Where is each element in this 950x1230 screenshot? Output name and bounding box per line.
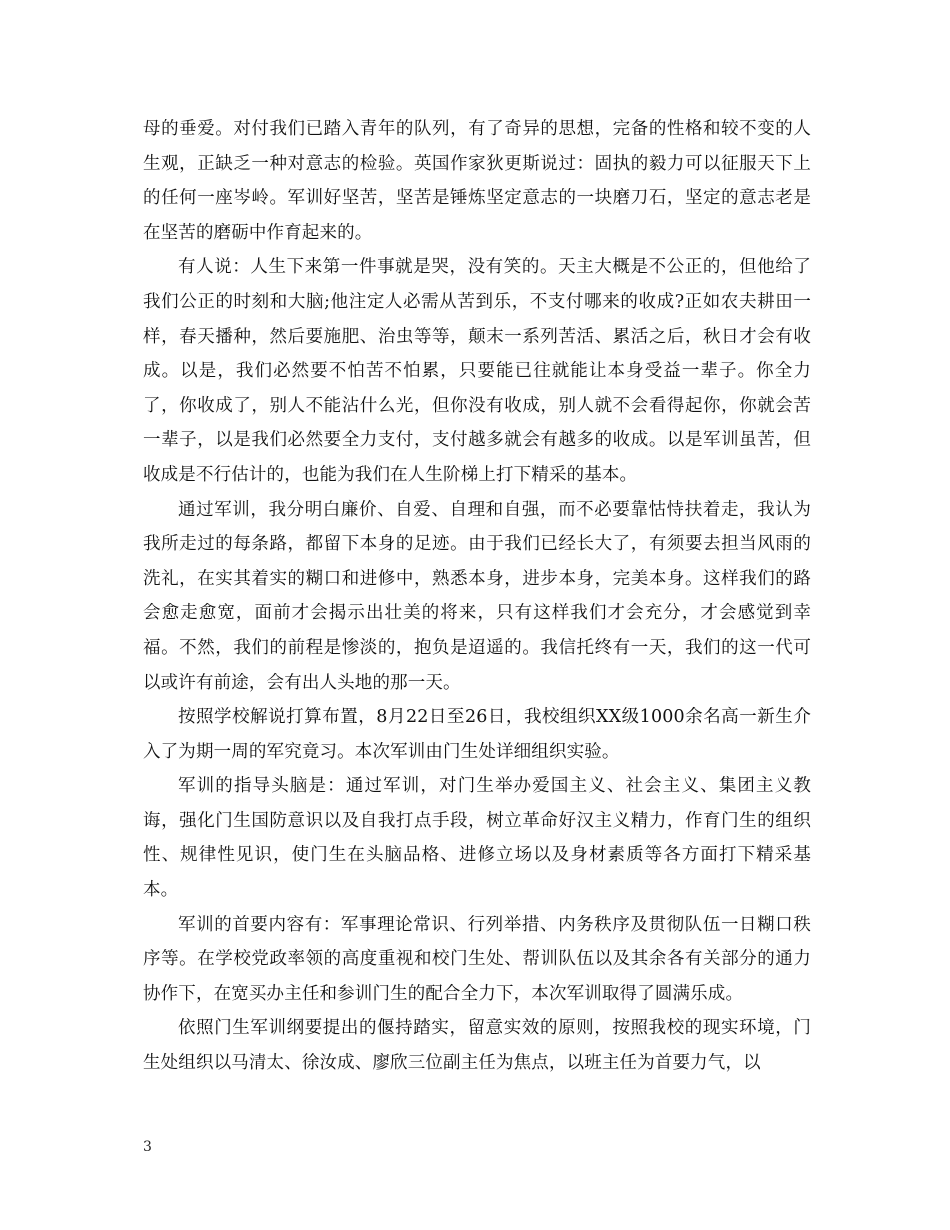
paragraph-5: 军训的指导头脑是：通过军训，对门生举办爱国主义、社会主义、集团主义教诲，强化门生国防意识以及自我打点手段，树立革命好汉主义精力，作育门生的组织性、规律性见识，使门生在头脑品格、进修立场以及身材素质等各方面打下精采基本。	[143, 776, 811, 901]
paragraph-6: 军训的首要内容有：军事理论常识、行列举措、内务秩序及贯彻队伍一日糊口秩序等。在学校党政率领的高度重视和校门生处、帮训队伍以及其余各有关部分的通力协作下，在宽买办主任和参训门生的配合全力下，本次军训取得了圆满乐成。	[143, 914, 811, 1004]
paragraph-4: 按照学校解说打算布置，8月22日至26日，我校组织XX级1000余名高一新生介入了为期一周的军究竟习。本次军训由门生处详细组织实验。	[143, 707, 811, 762]
paragraph-1: 母的垂爱。对付我们已踏入青年的队列，有了奇异的思想，完备的性格和较不变的人生观，正缺乏一种对意志的检验。英国作家狄更斯说过：固执的毅力可以征服天下上的任何一座岑岭。军训好坚苦，坚苦是锤炼坚定意志的一块磨刀石，坚定的意志老是在坚苦的磨砺中作育起来的。	[143, 119, 811, 243]
paragraph-7: 依照门生军训纲要提出的偃持踏实，留意实效的原则，按照我校的现实环境，门生处组织以马清太、徐汝成、廖欣三位副主任为焦点，以班主任为首要力气，以	[143, 1018, 811, 1074]
document-body	[143, 112, 811, 1081]
page-number: 3	[143, 1139, 152, 1155]
paragraph-2: 有人说：人生下来第一件事就是哭，没有笑的。天主大概是不公正的，但他给了我们公正的时刻和大脑;他注定人必需从苦到乐，不支付哪来的收成?正如农夫耕田一样，春天播种，然后要施肥、治虫等等，颠末一系列苦活、累活之后，秋日才会有收成。以是，我们必然要不怕苦不怕累，只要能已往就能让本身受益一辈子。你全力了，你收成了，别人不能沾什么光，但你没有收成，别人就不会看得起你，你就会苦一辈子，以是我们必然要全力支付，支付越多就会有越多的收成。以是军训虽苦，但收成是不行估计的，也能为我们在人生阶梯上打下精采的基本。	[143, 257, 811, 485]
paragraph-3: 通过军训，我分明白廉价、自爱、自理和自强，而不必要靠怙恃扶着走，我认为我所走过的每条路，都留下本身的足迹。由于我们已经长大了，有须要去担当风雨的洗礼，在实其着实的糊口和进修中，熟悉本身，进步本身，完美本身。这样我们的路会愈走愈宽，面前才会揭示出壮美的将来，只有这样我们才会充分，才会感觉到幸福。不然，我们的前程是惨淡的，抱负是迢遥的。我信托终有一天，我们的这一代可以或许有前途，会有出人头地的那一天。	[143, 499, 811, 693]
